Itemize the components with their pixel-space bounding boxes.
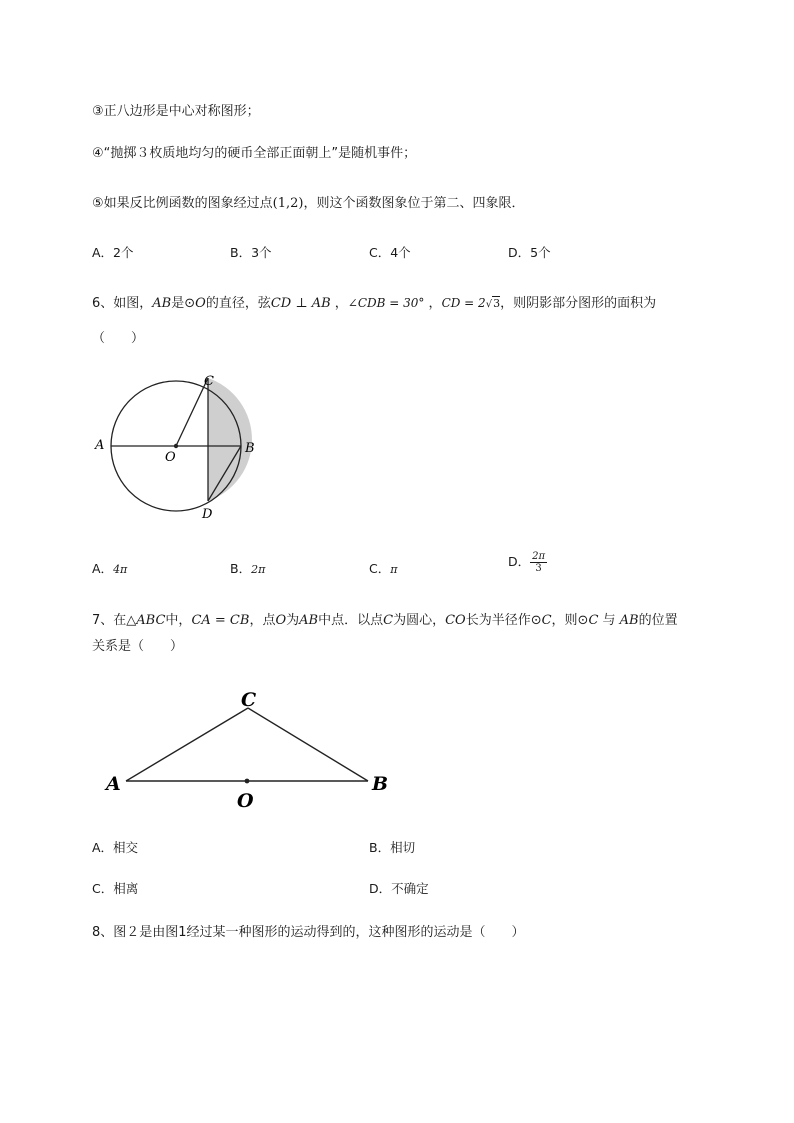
q7-co: CO (445, 613, 466, 628)
q6-label-b: B (245, 441, 255, 456)
q6-sqrt3: 3 (493, 297, 501, 310)
q6-text-2: 的直径，弦 (205, 296, 271, 311)
q6-answer-paren: （ ） (92, 331, 145, 346)
q7-prefix: 7、在△ (92, 613, 137, 628)
q6-option-a-label: A． (92, 561, 114, 576)
statement-5-text-b: ，则这个函数图象位于第二、四象限． (303, 196, 525, 211)
q7-ab: AB (299, 613, 319, 628)
q6-label-d: D (202, 507, 213, 522)
q7-text-7: ，则⊙ (551, 613, 589, 628)
q7-text-9: 的位置 (638, 613, 678, 628)
q7-text-1: 中， (165, 613, 192, 628)
q7-text-2: ，点 (249, 613, 276, 628)
q6-text-1: 是⊙ (171, 296, 196, 311)
q6-circle-figure (90, 368, 270, 528)
q6-comma-1: ， (330, 296, 348, 311)
q6-label-a: A (95, 438, 105, 453)
q7-label-a: A (106, 773, 121, 795)
q7-midpoint-dot (245, 779, 250, 784)
q7-triangle-figure (100, 683, 400, 813)
q7-ab2: AB (619, 613, 639, 628)
q6-question: 6、如图，AB是⊙O的直径，弦CD ⊥ AB ，∠CDB = 30° ，CD = 2√3，则阴影部分图形的面积为 (92, 296, 657, 311)
q7-label-c: C (241, 689, 257, 711)
statement-4: ④“抛掷３枚质地均匀的硬币全部正面朝上”是随机事件； (92, 146, 417, 161)
q6-option-c[interactable] (369, 559, 397, 577)
q6-option-d-denominator: 3 (535, 563, 542, 574)
q7-label-o: O (237, 790, 254, 812)
q6-angle: ∠CDB = 30° (347, 296, 425, 310)
q6-option-d-fraction (530, 551, 547, 574)
q6-option-b-label: B． (230, 561, 252, 576)
q7-option-d[interactable]: D．不确定 (369, 881, 429, 896)
q5-option-c[interactable]: C．4个 (369, 245, 411, 260)
q6-option-b-value: 2π (251, 563, 266, 576)
q6-option-c-value: π (390, 563, 398, 576)
q7-c2: C (541, 613, 552, 628)
q6-o: O (195, 296, 206, 311)
statement-5 (92, 192, 525, 211)
q7-label-b: B (372, 773, 389, 795)
q7-question-line2: 关系是（ ） (92, 639, 184, 654)
q7-abc: ABC (136, 613, 166, 628)
q6-text-3: ，则阴影部分图形的面积为 (500, 296, 657, 311)
q6-option-a[interactable] (92, 559, 127, 577)
q6-prefix: 6、如图， (92, 296, 153, 311)
q6-cd-eq: CD = 2 (441, 296, 486, 310)
q6-option-d[interactable] (508, 551, 547, 574)
q7-text-6: 长为半径作⊙ (465, 613, 542, 628)
statement-3: ③正八边形是中心对称图形； (92, 104, 260, 119)
statement-5-point: (1,2) (272, 196, 304, 211)
q7-side-ac (126, 708, 248, 781)
q5-option-d[interactable]: D．5个 (508, 245, 551, 260)
q6-cd-perp-ab: CD ⊥ AB (270, 296, 331, 311)
q7-c3: C (588, 613, 599, 628)
q8-question: 8、图２是由图1经过某一种图形的运动得到的，这种图形的运动是（ ） (92, 925, 525, 940)
q7-option-c[interactable]: C．相离 (92, 881, 139, 896)
q7-side-cb (248, 708, 368, 781)
q6-ab: AB (152, 296, 172, 311)
q7-text-4: 中点．以点 (318, 613, 384, 628)
q6-comma-2: ， (424, 296, 442, 311)
q7-o: O (275, 613, 287, 628)
q6-option-d-label: D． (508, 554, 531, 569)
q7-question (92, 609, 678, 628)
q7-ca-cb: CA = CB (191, 613, 250, 628)
statement-5-text-a: ⑤如果反比例函数的图象经过点 (92, 196, 273, 211)
q6-option-a-value: 4π (113, 563, 128, 576)
q6-center-dot (174, 444, 178, 448)
q6-label-o: O (165, 450, 176, 465)
q6-option-c-label: C． (369, 561, 391, 576)
q5-option-a[interactable]: A．2个 (92, 245, 134, 260)
q7-text-8: 与 (598, 613, 620, 628)
q7-c: C (383, 613, 394, 628)
q7-text-5: 为圆心， (393, 613, 446, 628)
q7-option-b[interactable]: B．相切 (369, 840, 416, 855)
q5-option-b[interactable]: B．3个 (230, 245, 272, 260)
q7-option-a[interactable]: A．相交 (92, 840, 139, 855)
q6-option-d-numerator: 2π (532, 551, 546, 562)
q6-label-c: C (204, 374, 214, 389)
q7-text-3: 为 (286, 613, 300, 628)
q6-option-b[interactable] (230, 559, 265, 577)
